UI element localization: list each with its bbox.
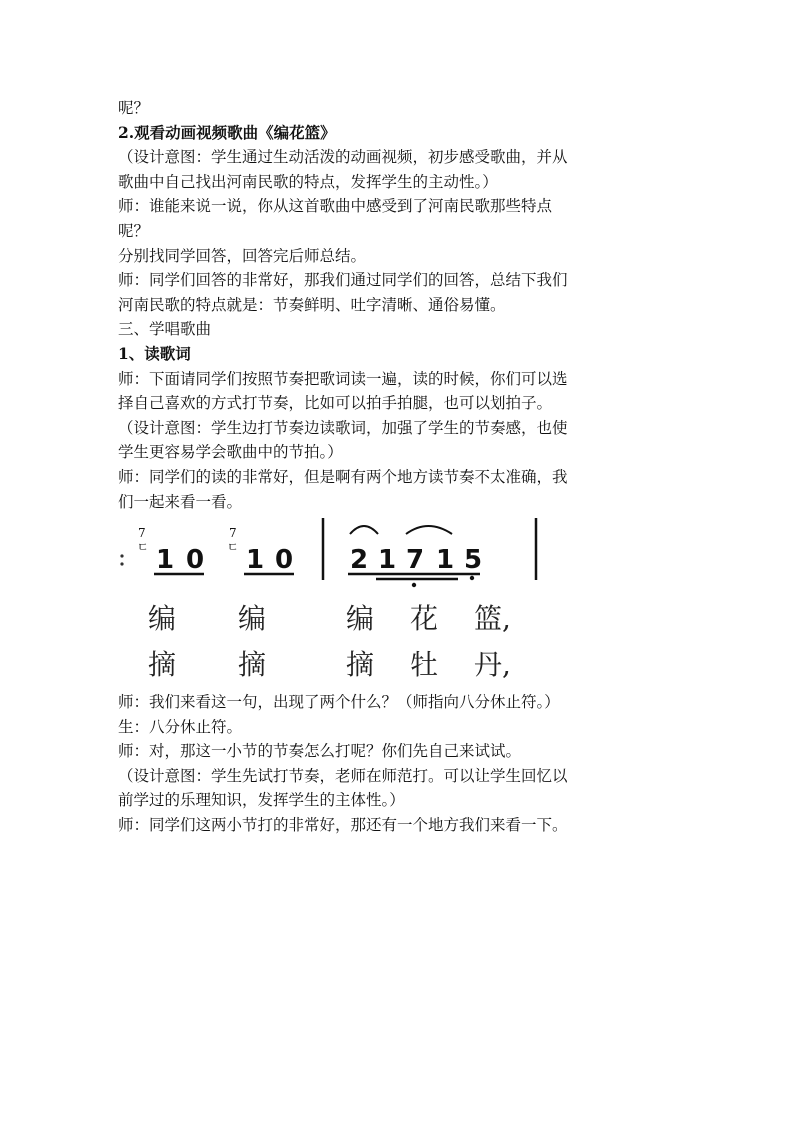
slur	[406, 526, 452, 534]
score-note: 2	[350, 545, 369, 575]
paragraph-line: 分别找同学回答，回答完后师总结。	[118, 246, 367, 265]
paragraph-line: 歌曲中自己找出河南民歌的特点，发挥学生的主动性。）	[118, 172, 498, 191]
paragraph-line: 师：同学们这两小节打的非常好，那还有一个地方我们来看一下。	[118, 815, 568, 834]
lyric-char: 编	[148, 602, 177, 635]
paragraph-line: 师：谁能来说一说，你从这首歌曲中感受到了河南民歌那些特点	[118, 197, 553, 216]
lyric-char: 摘	[148, 648, 177, 681]
paragraph-line: （设计意图：学生先试打节奏，老师在师范打。可以让学生回忆以	[118, 766, 568, 785]
lyric-char: 牡	[410, 648, 439, 681]
document-text-top	[118, 96, 698, 514]
octave-dot	[412, 583, 416, 587]
eighth-rest-symbol: ㄷ	[227, 540, 239, 554]
paragraph-line: 们一起来看一看。	[118, 492, 243, 511]
paragraph-line: 河南民歌的特点就是：节奏鲜明、吐字清晰、通俗易懂。	[118, 295, 506, 314]
paragraph-line: （设计意图：学生边打节奏边读歌词，加强了学生的节奏感，也使	[118, 418, 568, 437]
score-note: 1	[378, 545, 397, 575]
score-note: 0	[275, 545, 294, 575]
paragraph-line: 师：下面请同学们按照节奏把歌词读一遍，读的时候，你们可以选	[118, 369, 568, 388]
lyric-char: 编	[238, 602, 267, 635]
lyric-char: 篮,	[474, 602, 511, 635]
paragraph-line: 师：我们来看这一句，出现了两个什么？（师指向八分休止符。）	[118, 693, 560, 711]
lyric-char: 摘	[346, 648, 375, 681]
paragraph-line: 师：同学们的读的非常好，但是啊有两个地方读节奏不太准确，我	[118, 467, 568, 486]
paragraph-line: （设计意图：学生通过生动活泼的动画视频，初步感受歌曲，并从	[118, 148, 568, 167]
lyric-char: 花	[410, 602, 439, 635]
paragraph-line: 学生更容易学会歌曲中的节拍。）	[118, 443, 343, 462]
paragraph-line: 呢？	[118, 221, 150, 240]
numbered-notation-score	[118, 516, 548, 686]
lyric-char: 丹,	[474, 648, 511, 681]
score-note: 0	[186, 545, 205, 575]
score-note: 5	[464, 545, 483, 575]
score-note: 1	[156, 545, 175, 575]
paragraph-line: 师：对，那这一小节的节奏怎么打呢？你们先自己来试试。	[118, 742, 522, 761]
subsection-heading: 1、读歌词	[118, 343, 191, 363]
section-heading: 2.观看动画视频歌曲《编花篮》	[118, 122, 336, 142]
music-score-image	[118, 516, 548, 686]
eighth-rest-symbol: ㄷ	[137, 540, 149, 554]
margin-mark	[120, 554, 123, 557]
paragraph-line: 呢？	[118, 99, 150, 117]
lyric-char: 摘	[238, 648, 267, 681]
eighth-rest-symbol: 7	[229, 526, 237, 540]
score-note: 1	[246, 545, 265, 575]
score-note: 7	[406, 545, 425, 575]
paragraph-line: 择自己喜欢的方式打节奏，比如可以拍手拍腿，也可以划拍子。	[118, 394, 553, 413]
slur	[350, 526, 378, 534]
section-heading: 三、学唱歌曲	[118, 320, 212, 339]
paragraph-line: 师：同学们回答的非常好，那我们通过同学们的回答，总结下我们	[118, 271, 568, 290]
document-text-bottom	[118, 690, 698, 838]
lyric-char: 编	[346, 602, 375, 635]
margin-mark	[120, 562, 123, 565]
paragraph-line: 前学过的乐理知识，发挥学生的主体性。）	[118, 791, 405, 810]
paragraph-line: 生：八分休止符。	[118, 717, 243, 736]
eighth-rest-symbol: 7	[138, 526, 146, 540]
score-note: 1	[436, 545, 455, 575]
octave-dot	[470, 576, 474, 580]
